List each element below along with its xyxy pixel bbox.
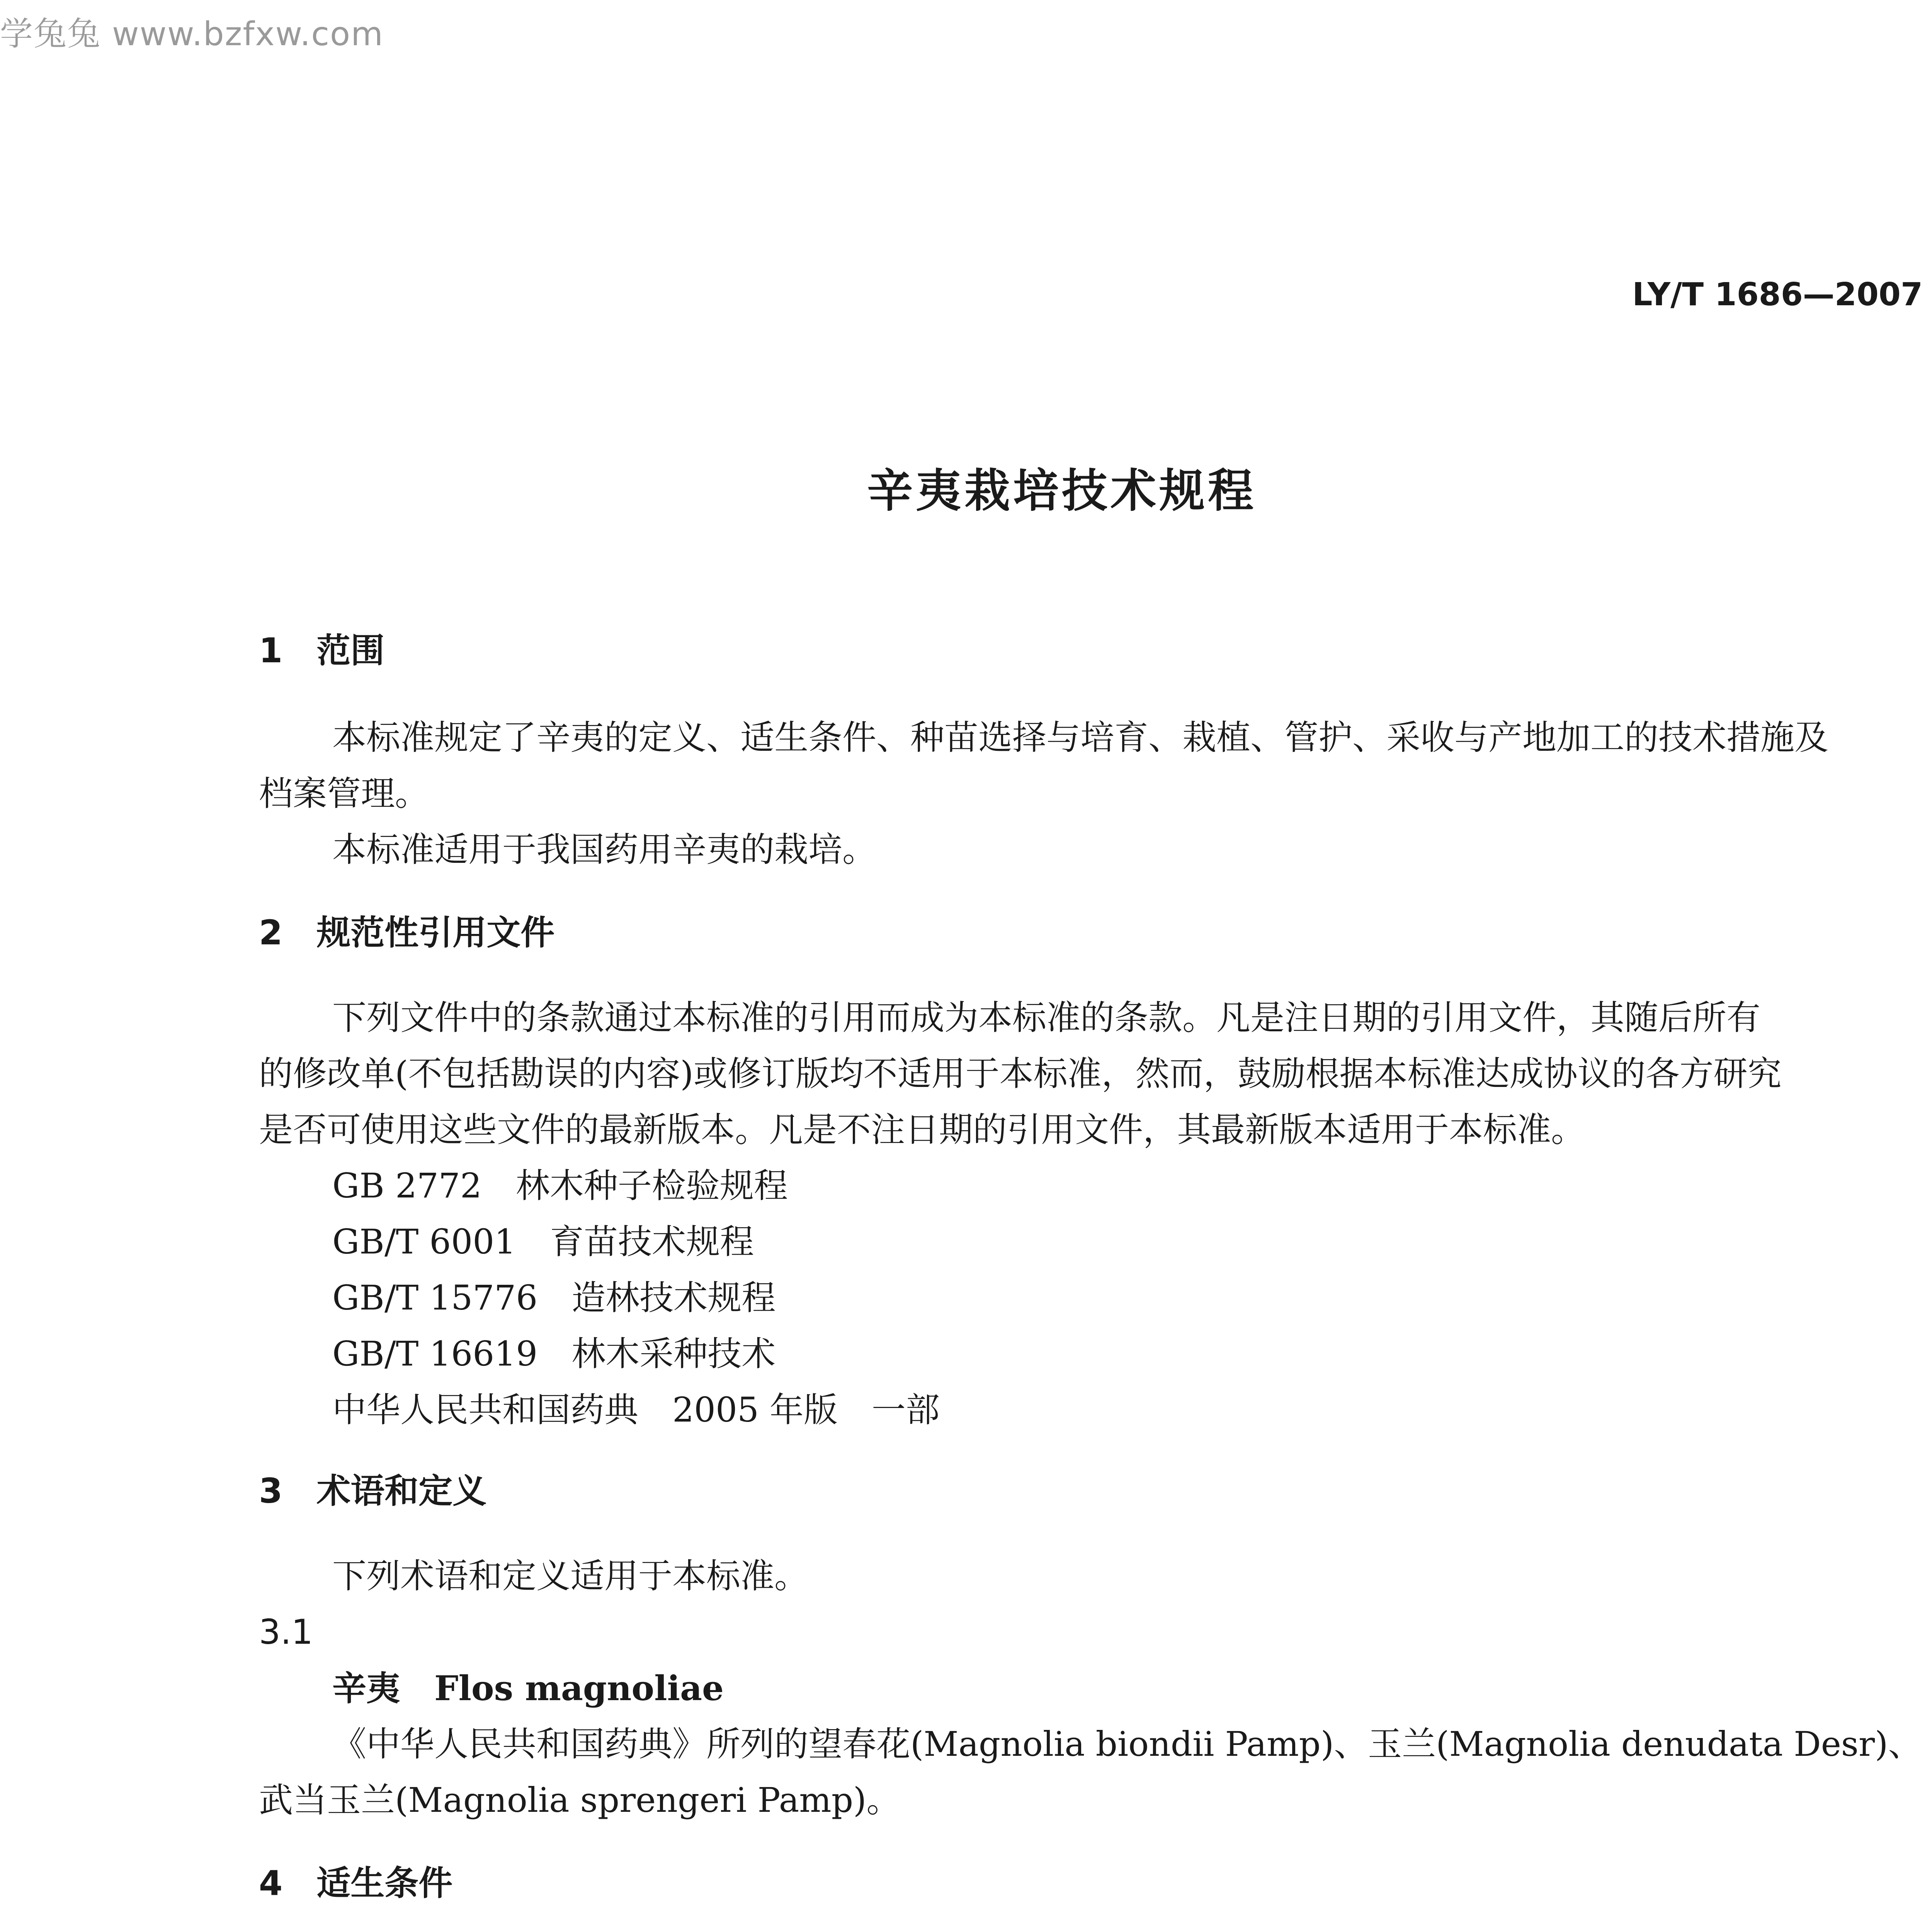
body-line: 档案管理。	[259, 774, 429, 813]
watermark-text: 学兔兔 www.bzfxw.com	[0, 15, 384, 53]
body-line: 《中华人民共和国药典》所列的望春花(Magnolia biondii Pamp)、玉兰(Magnolia denudata Desr)、	[332, 1724, 1922, 1764]
body-line: 的修改单(不包括勘误的内容)或修订版均不适用于本标准，然而，鼓励根据本标准达成协议的各方研究	[259, 1054, 1782, 1094]
body-line: 武当玉兰(Magnolia sprengeri Pamp)。	[259, 1780, 901, 1820]
section-heading: 3 术语和定义	[259, 1471, 487, 1511]
section-heading: 1 范围	[259, 631, 385, 670]
body-line: 本标准规定了辛夷的定义、适生条件、种苗选择与培育、栽植、管护、采收与产地加工的技术措施及	[332, 718, 1829, 757]
term-heading: 辛夷 Flos magnoliae	[332, 1668, 724, 1708]
body-line: GB/T 6001 育苗技术规程	[332, 1222, 754, 1262]
section-heading: 2 规范性引用文件	[259, 913, 555, 952]
section-heading: 4 适生条件	[259, 1863, 453, 1903]
body-line: GB/T 16619 林木采种技术	[332, 1334, 776, 1374]
body-line: GB/T 15776 造林技术规程	[332, 1278, 776, 1318]
body-line: 下列文件中的条款通过本标准的引用而成为本标准的条款。凡是注日期的引用文件，其随后所有	[332, 998, 1761, 1037]
clause-number: 3.1	[259, 1612, 313, 1652]
body-line: 下列术语和定义适用于本标准。	[332, 1556, 809, 1596]
body-line: 是否可使用这些文件的最新版本。凡是不注日期的引用文件，其最新版本适用于本标准。	[259, 1110, 1585, 1150]
body-line: 本标准适用于我国药用辛夷的栽培。	[332, 830, 877, 869]
document-title: 辛夷栽培技术规程	[867, 464, 1257, 517]
document-number: LY/T 1686—2007	[1632, 276, 1923, 313]
body-line: 中华人民共和国药典 2005 年版 一部	[332, 1390, 940, 1430]
body-line: GB 2772 林木种子检验规程	[332, 1166, 788, 1206]
